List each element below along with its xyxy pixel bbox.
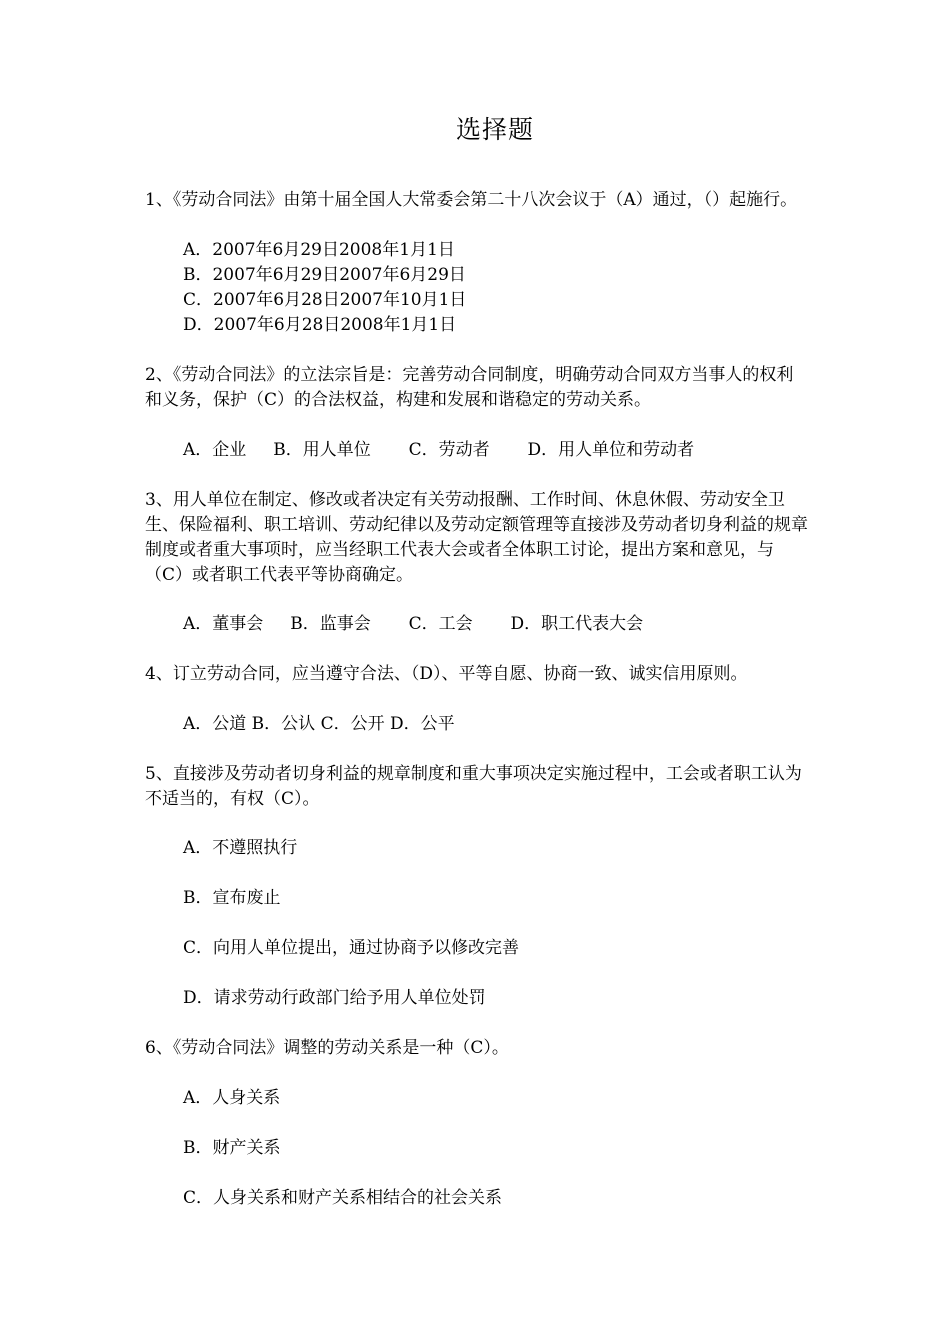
question-5-option-b: B．宣布废止 xyxy=(183,888,281,908)
question-3-stem: 3、用人单位在制定、修改或者决定有关劳动报酬、工作时间、休息休假、劳动安全卫生、保险福利、职工培训、劳动纪律以及劳动定额管理等直接涉及劳动者切身利益的规章制度或者重大事项时，应当经职工代表大会或者全体职工讨论，提出方案和意见，与（C）或者职工代表平等协商确定。 xyxy=(145,490,808,585)
question-3-options: A．董事会 B．监事会 C．工会 D．职工代表大会 xyxy=(183,614,644,634)
question-2-stem: 2、《劳动合同法》的立法宗旨是：完善劳动合同制度，明确劳动合同双方当事人的权利和义务，保护（C）的合法权益，构建和发展和谐稳定的劳动关系。 xyxy=(145,365,794,410)
question-2-options: A．企业 B．用人单位 C．劳动者 D．用人单位和劳动者 xyxy=(183,440,695,460)
question-1-option-a: A．2007年6月29日2008年1月1日 xyxy=(183,240,455,260)
question-6-option-a: A．人身关系 xyxy=(183,1088,281,1108)
page-title: 选择题 xyxy=(455,115,534,144)
question-5-option-d: D．请求劳动行政部门给予用人单位处罚 xyxy=(183,988,486,1008)
question-6-option-c: C．人身关系和财产关系相结合的社会关系 xyxy=(183,1188,503,1208)
question-6-stem: 6、《劳动合同法》调整的劳动关系是一种（C）。 xyxy=(145,1038,509,1058)
question-6-option-b: B．财产关系 xyxy=(183,1138,281,1158)
question-5-option-c: C．向用人单位提出，通过协商予以修改完善 xyxy=(183,938,520,958)
question-5-option-a: A．不遵照执行 xyxy=(183,838,298,858)
question-4-options: A．公道 B．公认 C．公开 D．公平 xyxy=(183,714,455,734)
question-1-option-d: D．2007年6月28日2008年1月1日 xyxy=(183,315,457,335)
question-1-option-b: B．2007年6月29日2007年6月29日 xyxy=(183,265,466,285)
question-1-stem: 1、《劳动合同法》由第十届全国人大常委会第二十八次会议于（A）通过，（）起施行。 xyxy=(145,190,798,210)
question-4-stem: 4、订立劳动合同，应当遵守合法、（D）、平等自愿、协商一致、诚实信用原则。 xyxy=(145,664,748,684)
question-1-option-c: C．2007年6月28日2007年10月1日 xyxy=(183,290,467,310)
question-5-stem: 5、直接涉及劳动者切身利益的规章制度和重大事项决定实施过程中，工会或者职工认为不适当的，有权（C）。 xyxy=(145,764,802,809)
